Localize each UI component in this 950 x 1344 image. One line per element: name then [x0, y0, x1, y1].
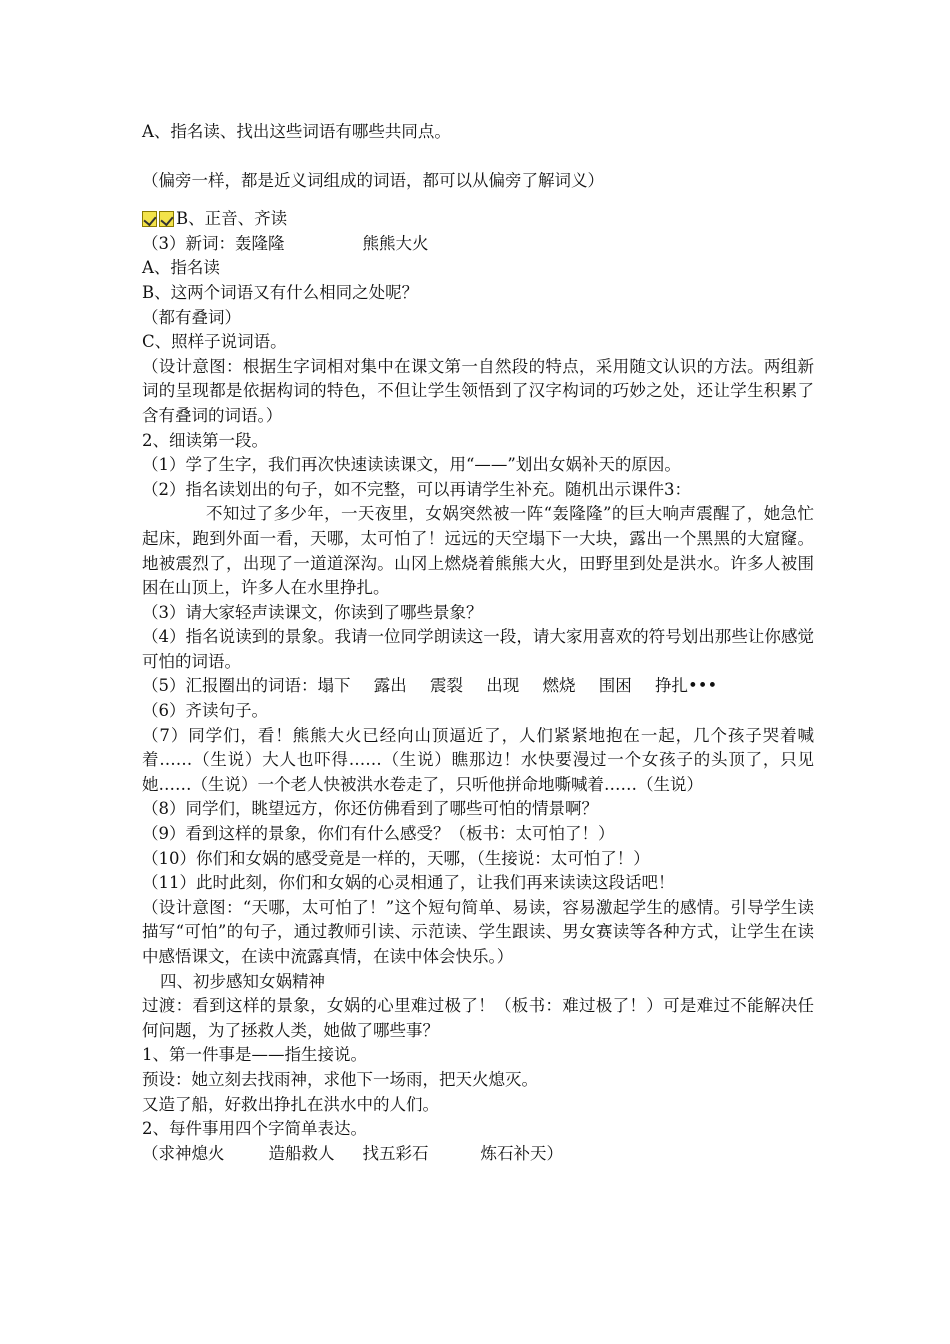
word-list-item: 露出	[373, 676, 407, 696]
step-10: （10）你们和女娲的感受竟是一样的，天哪，（生接说：太可怕了！）	[142, 848, 650, 868]
four-word-summary	[142, 1142, 814, 1167]
step-4: （4）指名说读到的景象。我请一位同学朗读这一段，请大家用喜欢的符号划出那些让你感觉可怕的词语。	[142, 627, 814, 671]
passage-quote: 不知过了多少年，一天夜里，女娲突然被一阵“轰隆隆”的巨大响声震醒了，她急忙起床，跑到外面一看，天哪，太可怕了！远远的天空塌下一大块，露出一个黑黑的大窟窿。地被震烈了，出现了一道道深沟。山冈上燃烧着熊熊大火，田野里到处是洪水。许多人被围困在山顶上，许多人在水里挣扎。	[142, 504, 814, 598]
word-list-item: 震裂	[430, 676, 463, 696]
line-b-correct	[142, 207, 814, 232]
step-9: （9）看到这样的景象，你们有什么感受？（板书：太可怕了！）	[142, 824, 615, 844]
step-1: （1）学了生字，我们再次快速读读课文，用“——”划出女娲补天的原因。	[142, 455, 681, 475]
step-3: （3）请大家轻声读课文，你读到了哪些景象？	[142, 602, 483, 622]
summary-item: （求神熄火	[142, 1143, 225, 1163]
pencil-check-icon	[159, 211, 174, 227]
word-list-item: 围困	[598, 676, 632, 696]
word-list-item: 燃烧	[542, 676, 576, 696]
line-radical-note: （偏旁一样，都是近义词组成的词语，都可以从偏旁了解词义）	[142, 170, 604, 190]
line-b-text: B、正音、齐读	[176, 209, 288, 229]
design-intent-2: （设计意图：“天哪，太可怕了！”这个短句简单、易读，容易激起学生的感情。引导学生读描写“可怕”的句子，通过教师引读、示范读、学生跟读、男女赛读等各种方式，让学生在读中感悟课文，在读中流露真情，在读中体会快乐。）	[142, 897, 814, 966]
new-word-2: 熊熊大火	[362, 233, 429, 253]
step-8: （8）同学们，眺望远方，你还仿佛看到了哪些可怕的情景啊？	[142, 799, 598, 819]
summary-item: 炼石补天）	[480, 1143, 563, 1163]
line-close-read: 2、细读第一段。	[142, 430, 268, 450]
document-body	[142, 120, 814, 1166]
step-2: （2）指名读划出的句子，如不完整，可以再请学生补充。随机出示课件3：	[142, 479, 691, 499]
event-2: 2、每件事用四个字简单表达。	[142, 1119, 367, 1139]
step-5	[142, 674, 814, 699]
step-6: （6）齐读句子。	[142, 701, 268, 721]
section-4-heading: 四、初步感知女娲精神	[160, 971, 325, 991]
line-b-common: B、这两个词语又有什么相同之处呢？	[142, 282, 419, 302]
summary-item: 找五彩石	[362, 1143, 429, 1163]
preset-answer: 预设：她立刻去找雨神，求他下一场雨，把天火熄灭。	[142, 1069, 538, 1089]
new-word-1: （3）新词：轰隆隆	[142, 233, 285, 253]
transition-text: 过渡：看到这样的景象，女娲的心里难过极了！（板书：难过极了！）可是难过不能解决任何问题，为了拯救人类，她做了哪些事？	[142, 996, 814, 1040]
line-new-words	[142, 232, 814, 257]
step-11: （11）此时此刻，你们和女娲的心灵相通了，让我们再来读读这段话吧！	[142, 873, 675, 893]
line-reduplication: （都有叠词）	[142, 307, 241, 327]
event-1: 1、第一件事是——指生接说。	[142, 1045, 367, 1065]
icon-group	[142, 211, 174, 227]
step-7: （7）同学们，看！熊熊大火已经向山顶逼近了，人们紧紧地抱在一起，几个孩子哭着喊着……（生说）大人也吓得……（生说）瞧那边！水快要漫过一个女孩子的头顶了，只见她……（生说）一个老人快被洪水卷走了，只听他拼命地嘶喊着……（生说）	[142, 725, 814, 794]
word-list-item: 出现	[486, 676, 520, 696]
design-intent-1: （设计意图：根据生字词相对集中在课文第一自然段的特点，采用随文认识的方法。两组新词的呈现都是依据构词的特色，不但让学生领悟到了汉字构词的巧妙之处，还让学生积累了含有叠词的词语。）	[142, 356, 814, 425]
line-c-example: C、照样子说词语。	[142, 332, 287, 352]
line-a-read: A、指名读、找出这些词语有哪些共同点。	[142, 122, 451, 141]
pencil-check-icon	[142, 211, 157, 227]
line-a-name-read: A、指名读	[142, 258, 220, 278]
summary-item: 造船救人	[268, 1143, 335, 1163]
word-list-item: 挣扎•••	[655, 676, 718, 696]
boat-line: 又造了船，好救出挣扎在洪水中的人们。	[142, 1094, 439, 1114]
word-list-item: （5）汇报圈出的词语：塌下	[142, 676, 351, 696]
